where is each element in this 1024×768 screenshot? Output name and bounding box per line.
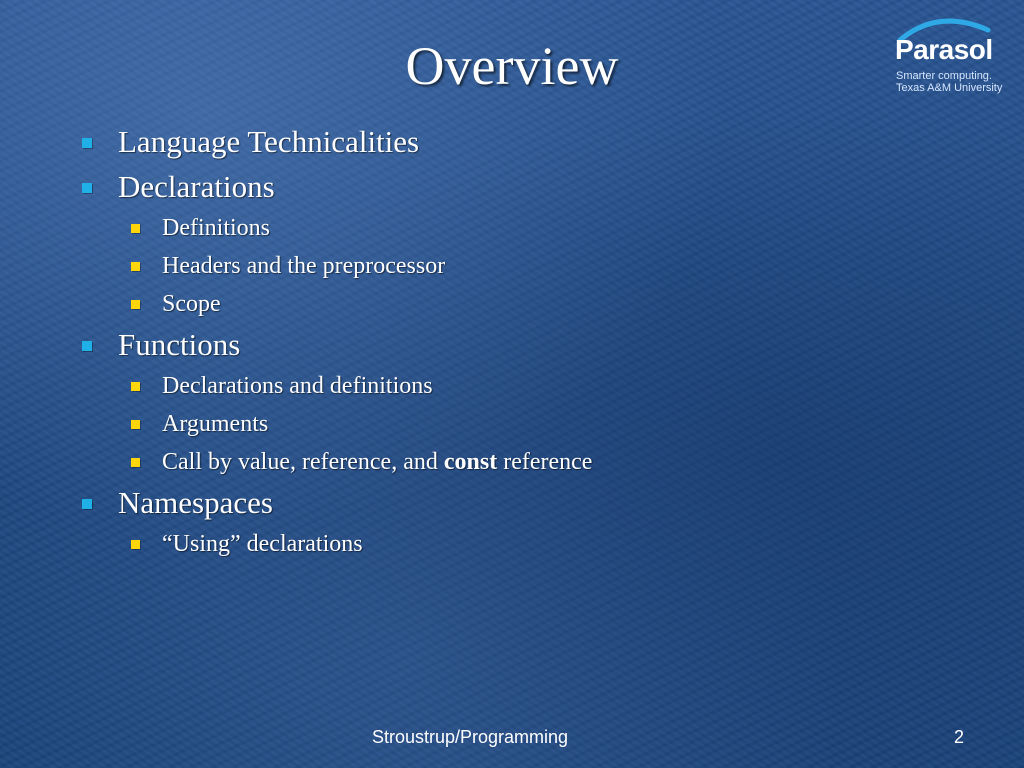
bullet-text: Functions <box>118 327 241 362</box>
logo-tagline: Smarter computing. <box>896 70 992 82</box>
sub-bullet-text: Declarations and definitions <box>162 373 433 399</box>
bullet-square-icon <box>82 499 92 509</box>
bullet-text: Declarations <box>118 169 275 204</box>
sub-bullet-item <box>162 528 363 560</box>
sub-bullet-text-before: Call by value, reference, and <box>162 449 444 475</box>
sub-bullet-text: Definitions <box>162 215 270 241</box>
bullet-text: Language Technicalities <box>118 124 420 159</box>
sub-bullet-square-icon <box>131 300 140 309</box>
bullet-square-icon <box>82 341 92 351</box>
logo-name: Parasol <box>895 34 993 65</box>
bullet-item <box>118 483 273 523</box>
footer-text: Stroustrup/Programming <box>371 727 569 747</box>
sub-bullet-square-icon <box>131 382 140 391</box>
sub-bullet-square-icon <box>131 224 140 233</box>
sub-bullet-item <box>162 370 433 402</box>
bullet-item <box>118 167 275 207</box>
sub-bullet-text: Scope <box>162 291 221 317</box>
slide-title: Overview <box>405 36 619 96</box>
bullet-item <box>118 122 419 162</box>
page-number: 2 <box>953 727 964 747</box>
sub-bullet-item <box>162 446 592 478</box>
sub-bullet-square-icon <box>131 458 140 467</box>
bullet-square-icon <box>82 138 92 148</box>
sub-bullet-text: Arguments <box>162 411 269 437</box>
sub-bullet-square-icon <box>131 540 140 549</box>
sub-bullet-square-icon <box>131 262 140 271</box>
sub-bullet-item <box>162 288 221 320</box>
sub-bullet-item <box>162 212 270 244</box>
logo-university: Texas A&M University <box>896 82 1003 94</box>
bullet-text: Namespaces <box>118 485 273 520</box>
parasol-logo <box>890 14 1020 98</box>
sub-bullet-square-icon <box>131 420 140 429</box>
sub-bullet-text: Headers and the preprocessor <box>162 253 446 279</box>
sub-bullet-bold-keyword: const <box>443 449 498 475</box>
sub-bullet-item <box>162 250 445 282</box>
sub-bullet-item <box>162 408 268 440</box>
sub-bullet-text: “Using” declarations <box>162 531 363 557</box>
bullet-item <box>118 325 240 365</box>
bullet-square-icon <box>82 183 92 193</box>
sub-bullet-text-after: reference <box>497 449 593 475</box>
